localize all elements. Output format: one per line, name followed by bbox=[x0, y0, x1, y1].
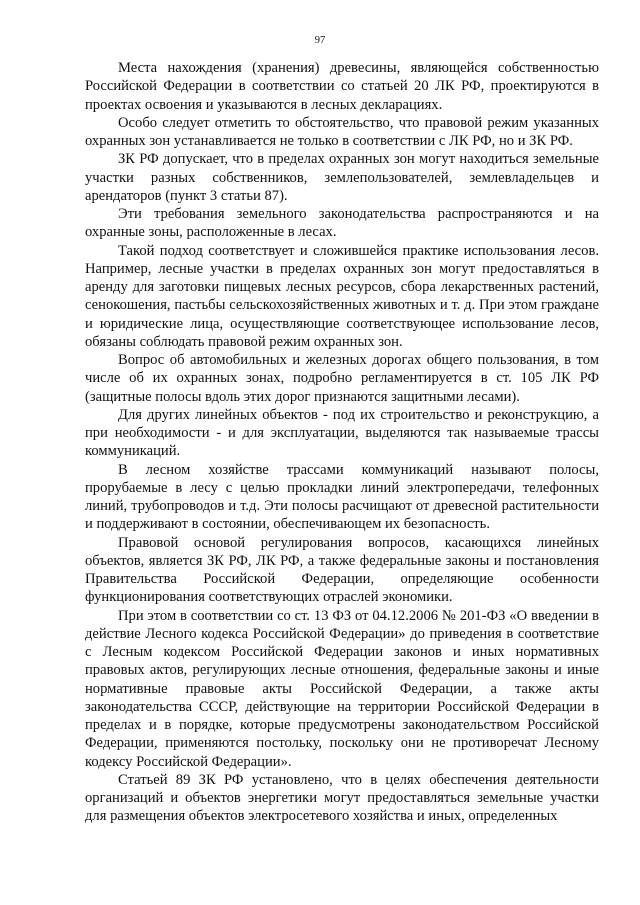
paragraph-1: Места нахождения (хранения) древесины, являющейся собственностью Российской Федерации в соответствии со статьей 20 ЛК РФ, проектируются в проектах освоения и указываются в лесных декларациях. bbox=[85, 60, 599, 113]
paragraph-4: Эти требования земельного законодательства распространяются и на охранные зоны, расположенные в лесах. bbox=[85, 206, 599, 241]
page-number: 97 bbox=[314, 35, 326, 46]
paragraph-8: В лесном хозяйстве трассами коммуникаций называют полосы, прорубаемые в лесу с целью прокладки линий электропередачи, телефонных линий, трубопроводов и т.д. Эти полосы расчищают от древесной растительности и поддерживают в состоянии, обеспечивающем их безопасность. bbox=[85, 461, 599, 533]
paragraph-6: Вопрос об автомобильных и железных дорогах общего пользования, в том числе об их охранных зонах, подробно регламентируется в ст. 105 ЛК РФ (защитные полосы вдоль этих дорог признаются защитными лесами). bbox=[85, 352, 599, 405]
body-text bbox=[85, 59, 599, 826]
paragraph-5: Такой подход соответствует и сложившейся практике использования лесов. Например, лесные участки в пределах охранных зон могут предоставляться в аренду для заготовки пищевых лесных ресурсов, сбора лекарственных растений, сенокошения, пастьбы сельскохозяйственных животных и т. д. При этом граждане и юридические лица, осуществляющие соответствующее использование лесов, обязаны соблюдать правовой режим охранных зон. bbox=[85, 242, 599, 350]
paragraph-7: Для других линейных объектов - под их строительство и реконструкцию, а при необходимости - и для эксплуатации, выделяются так называемые трассы коммуникаций. bbox=[85, 406, 599, 460]
paragraph-10: При этом в соответствии со ст. 13 ФЗ от 04.12.2006 № 201-ФЗ «О введении в действие Лесного кодекса Российской Федерации» до приведения в соответствие с Лесным кодексом Российской Федерации законов и иных нормативных правовых актов, регулирующих лесные отношения, федеральные законы и иные нормативные правовые акты Российской Федерации, а также акты законодательства СССР, действующие на территории Российской Федерации в пределах и в порядке, которые предусмотрены законодательством Российской Федерации, применяются постольку, поскольку они не противоречат Лесному кодексу Российской Федерации». bbox=[85, 607, 599, 770]
paragraph-11: Статьей 89 ЗК РФ установлено, что в целях обеспечения деятельности организаций и объектов энергетики могут предоставляться земельные участки для размещения объектов электросетевого хозяйства и иных, определенных bbox=[85, 771, 599, 825]
paragraph-3: ЗК РФ допускает, что в пределах охранных зон могут находиться земельные участки разных собственников, землепользователей, землевладельцев и арендаторов (пункт 3 статьи 87). bbox=[85, 151, 599, 204]
paragraph-9: Правовой основой регулирования вопросов, касающихся линейных объектов, является ЗК РФ, ЛК РФ, а также федеральные законы и постановления Правительства Российской Федерации, определяющие особенности функционирования соответствующих отраслей экономики. bbox=[85, 534, 599, 606]
paragraph-2: Особо следует отметить то обстоятельство, что правовой режим указанных охранных зон устанавливается не только в соответствии с ЛК РФ, но и ЗК РФ. bbox=[85, 114, 599, 149]
